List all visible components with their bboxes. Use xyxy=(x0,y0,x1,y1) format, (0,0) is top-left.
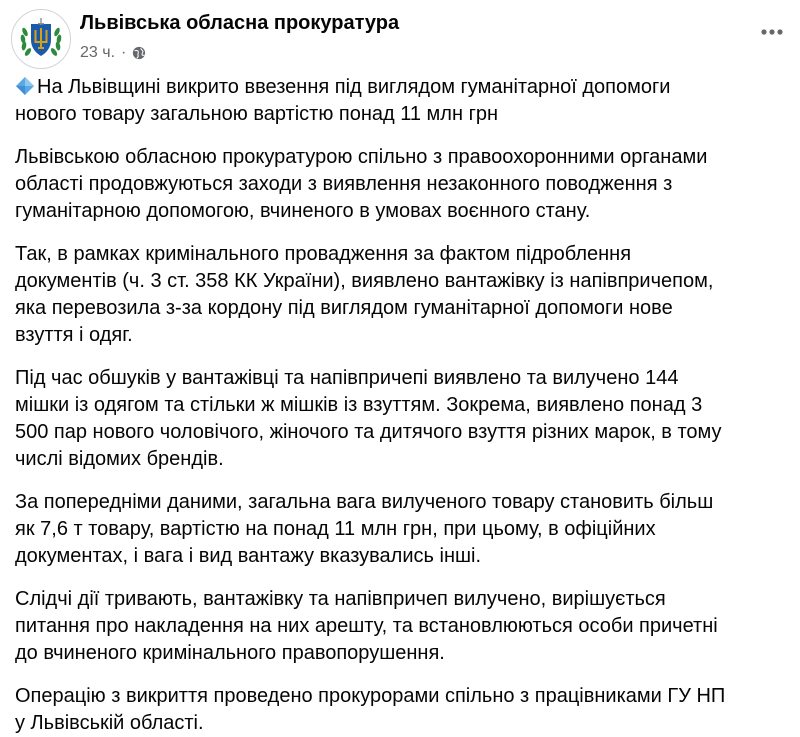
post-paragraph: Львівською обласною прокуратурою спільно з правоохоронними органами області продовжуються заходи з виявлення незаконного поводження з гуманітарною допомогою, вчиненого в умовах воєнного стану. xyxy=(15,146,708,222)
globe-icon xyxy=(132,46,146,60)
post-paragraph: Під час обшуків у вантажівці та напівпричепі виявлено та вилучено 144 мішки із одягом та стільки ж мішків із взуттям. Зокрема, виявлено понад 3 500 пар нового чоловічого, жіночого та дитячого взуття різних марок, в тому числі відомих брендів. xyxy=(15,367,722,470)
page-name-link[interactable]: Львівська обласна прокуратура xyxy=(80,12,400,34)
post-paragraph: Так, в рамках кримінального провадження за фактом підроблення документів (ч. 3 ст. 358 КК України), виявлено вантажівку із напівпричепом, яка перевозила з-за кордону під виглядом гуманітарної допомоги нове взуття і одяг. xyxy=(15,243,714,346)
page-avatar[interactable] xyxy=(11,9,71,69)
post-body xyxy=(15,74,795,737)
post-title: На Львівщині викрито ввезення під виглядом гуманітарної допомоги нового товару загальною вартістю понад 11 млн грн xyxy=(15,76,671,125)
post-paragraph: Слідчі дії тривають, вантажівку та напівпричеп вилучено, вирішується питання про накладення на них арешту, та встановлюються особи причетні до вчиненого кримінального правопорушення. xyxy=(15,588,718,664)
post-paragraph: За попередніми даними, загальна вага вилученого товару становить більш як 7,6 т товару, вартістю на понад 11 млн грн, при цьому, в офіційних документах, і вага і вид вантажу вказувались інші. xyxy=(15,491,714,567)
post-title-paragraph xyxy=(15,74,795,128)
post-timestamp[interactable]: 23 ч. xyxy=(80,44,116,61)
more-options-icon xyxy=(761,29,783,35)
blue-diamond-icon xyxy=(15,76,35,96)
post-header xyxy=(8,6,792,66)
more-options-button[interactable] xyxy=(754,14,790,50)
meta-separator: · xyxy=(121,44,127,61)
post-paragraph: Операцію з викриття проведено прокурорами спільно з працівниками ГУ НП у Львівській області. xyxy=(15,685,726,734)
prosecutor-emblem-icon xyxy=(12,10,70,68)
post-meta xyxy=(80,44,146,62)
